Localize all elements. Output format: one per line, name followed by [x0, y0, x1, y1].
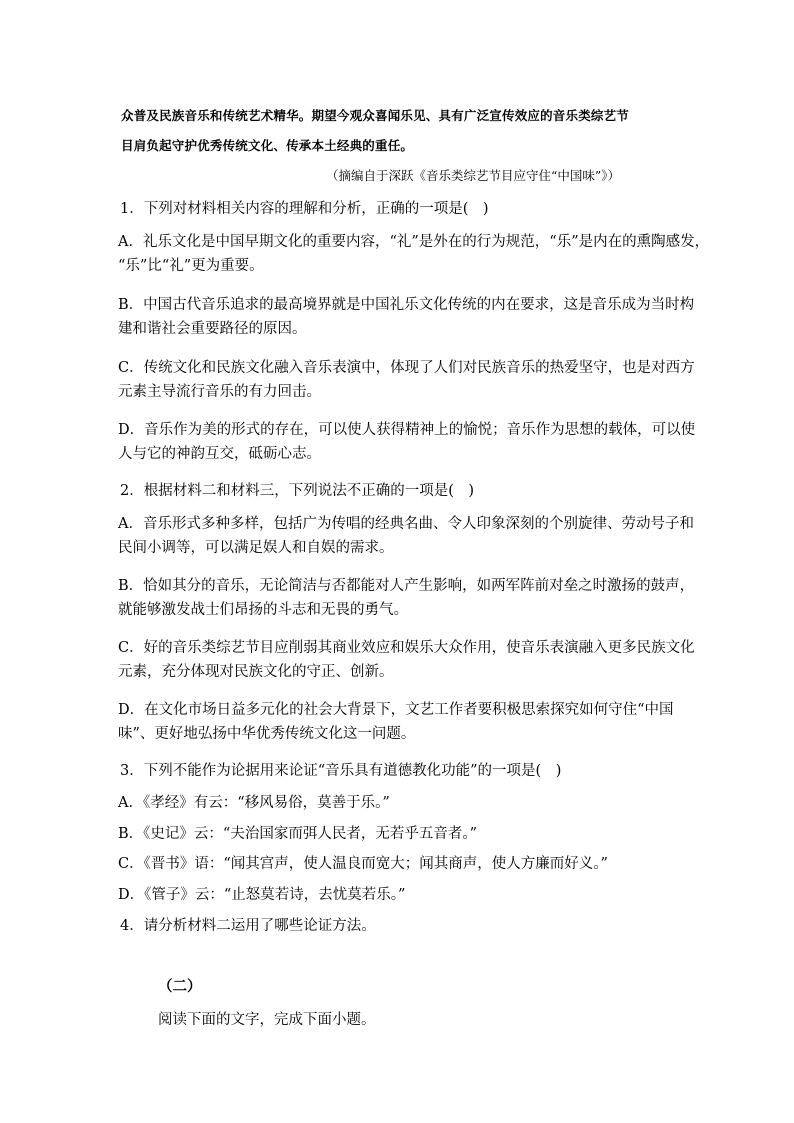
q2-option-a-line-2: 民间小调等，可以满足娱人和自娱的需求。	[118, 540, 394, 556]
section-instruction: 阅读下面的文字，完成下面小题。	[158, 1012, 376, 1028]
question-2-stem: 2．根据材料二和材料三，下列说法不正确的一项是( )	[120, 483, 475, 499]
q2-option-b-line-1: B．恰如其分的音乐，无论简洁与否都能对人产生影响，如两军阵前对垒之时激扬的鼓声，	[118, 578, 695, 594]
q1-option-a-line-2: “乐”比“礼”更为重要。	[118, 258, 264, 274]
q3-option-a: A．《孝经》有云：“移风易俗，莫善于乐。”	[118, 795, 390, 811]
q1-option-c-line-1: C．传统文化和民族文化融入音乐表演中，体现了人们对民族音乐的热爱坚守，也是对西方	[118, 360, 695, 376]
q1-option-d-line-2: 人与它的神韵互交，砥砺心志。	[118, 446, 321, 462]
q2-option-d-line-2: 味”、更好地弘扬中华优秀传统文化这一问题。	[118, 726, 416, 742]
q2-option-c-line-2: 元素，充分体现对民族文化的守正、创新。	[118, 664, 394, 680]
q2-option-d-line-1: D．在文化市场日益多元化的社会大背景下，文艺工作者要积极思索探究如何守住“中国	[118, 702, 674, 718]
q1-option-d-line-1: D．音乐作为美的形式的存在，可以使人获得精神上的愉悦；音乐作为思想的载体，可以使	[118, 422, 696, 438]
q1-option-b-line-1: B．中国古代音乐追求的最高境界就是中国礼乐文化传统的内在要求，这是音乐成为当时构	[118, 297, 695, 313]
q3-option-c: C．《晋书》语：“闻其宫声，使人温良而宽大；闻其商声，使人方廉而好义。”	[118, 856, 608, 872]
section-heading: （二）	[158, 978, 202, 995]
intro-line-2: 目肩负起守护优秀传统文化、传承本土经典的重任。	[121, 138, 414, 153]
question-3-stem: 3．下列不能作为论据用来论证“音乐具有道德教化功能”的一项是( )	[120, 763, 562, 779]
q2-option-c-line-1: C．好的音乐类综艺节目应削弱其商业效应和娱乐大众作用，使音乐表演融入更多民族文化	[118, 640, 695, 656]
q1-option-c-line-2: 元素主导流行音乐的有力回击。	[118, 384, 321, 400]
question-4-stem: 4．请分析材料二运用了哪些论证方法。	[120, 918, 376, 934]
source-citation: （摘编自于深跃《音乐类综艺节目应守住“中国味”》）	[326, 168, 621, 183]
q3-option-b: B．《史记》云：“夫治国家而弭人民者，无若乎五音者。”	[118, 826, 477, 842]
q2-option-b-line-2: 就能够激发战士们昂扬的斗志和无畏的勇气。	[118, 602, 408, 618]
q2-option-a-line-1: A．音乐形式多种多样，包括广为传唱的经典名曲、令人印象深刻的个别旋律、劳动号子和	[118, 516, 694, 532]
intro-line-1: 众普及民族音乐和传统艺术精华。期望今观众喜闻乐见、具有广泛宣传效应的音乐类综艺节	[121, 108, 630, 123]
q1-option-b-line-2: 建和谐社会重要路径的原因。	[118, 321, 307, 337]
question-1-stem: 1．下列对材料相关内容的理解和分析，正确的一项是( )	[120, 201, 489, 217]
q1-option-a-line-1: A．礼乐文化是中国早期文化的重要内容，“礼”是外在的行为规范，“乐”是内在的熏陶感发，	[118, 234, 710, 250]
q3-option-d: D．《管子》云：“止怒莫若诗，去忧莫若乐。”	[118, 887, 406, 903]
